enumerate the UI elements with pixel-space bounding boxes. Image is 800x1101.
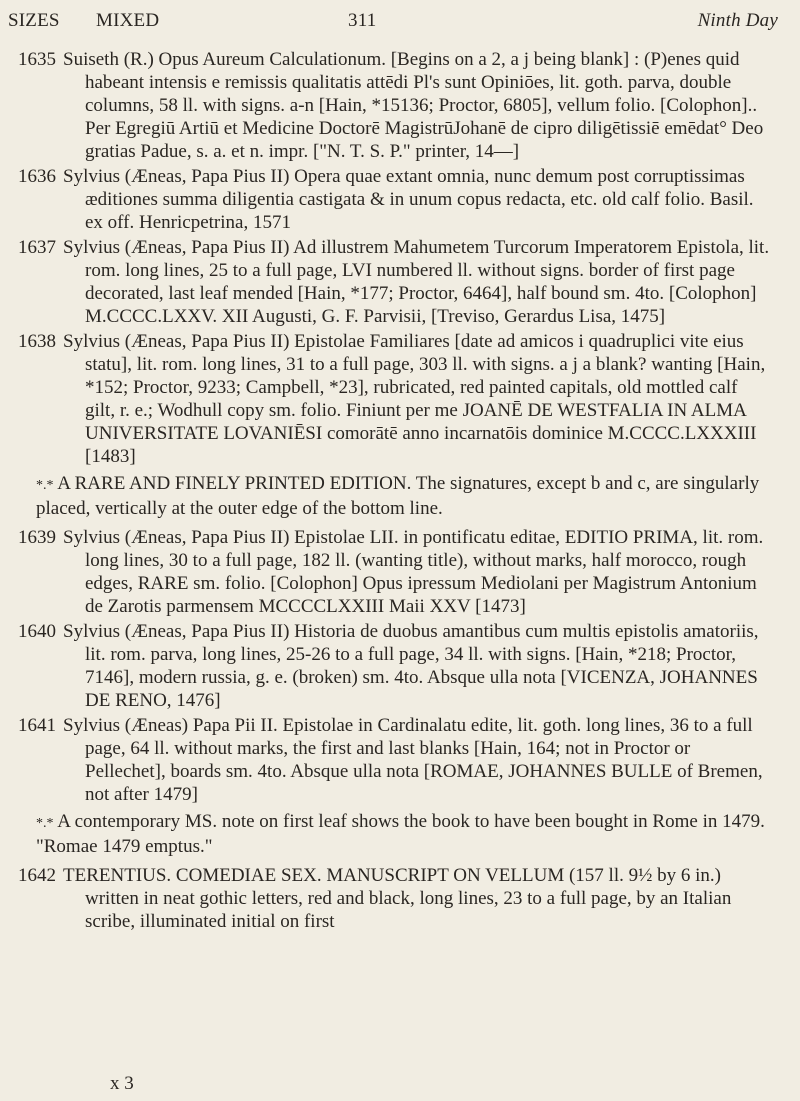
lot-description: Sylvius (Æneas, Papa Pius II) Opera quae extant omnia, nunc demum post corruptissimas æditiones summa diligentia castigata & in unum copus redacta, etc. old calf folio. Basil. ex off. Henricpetrina, 1571: [63, 166, 754, 233]
lot-number: 1638: [18, 331, 56, 352]
lot-list: [0, 48, 800, 935]
lot-number: 1640: [18, 621, 56, 642]
signature-mark: x 3: [110, 1073, 134, 1094]
lot-number: 1641: [18, 715, 56, 736]
lot-entry: [0, 330, 800, 468]
note-mark: *.*: [36, 478, 54, 493]
note-text: A contemporary MS. note on first leaf shows the book to have been bought in Rome in 1479. "Romae 1479 emptus.": [36, 811, 765, 857]
running-header: [8, 10, 778, 38]
lot-note: [0, 472, 800, 520]
header-day: Ninth Day: [697, 10, 778, 31]
lot-description: Sylvius (Æneas, Papa Pius II) Historia de duobus amantibus cum multis epistolis amatoriis, lit. rom. parva, long lines, 25-26 to a full page, 34 ll. with signs. [Hain, *218; Proctor, 7146], modern russia, g. e. (broken) sm. 4to. Absque ulla nota [VICENZA, JOHANNES DE RENO, 1476]: [63, 621, 759, 711]
lot-description: Sylvius (Æneas, Papa Pius II) Epistolae Familiares [date ad amicos i quadruplici vite eius statu], lit. rom. long lines, 31 to a full page, 303 ll. with signs. a j a blank? wanting [Hain, *152; Proctor, 9233; Campbell, *23], rubricated, red painted capitals, old mottled calf gilt, r. e.; Wodhull copy sm. folio. Finiunt per me JOANĒ DE WESTFALIA IN ALMA UNIVERSITATE LOVANIĒSI comorātē anno incarnatōis dominice M.CCCC.LXXXIII [1483]: [63, 331, 766, 467]
lot-number: 1642: [18, 865, 56, 886]
lot-number: 1635: [18, 49, 56, 70]
lot-description: Sylvius (Æneas) Papa Pii II. Epistolae in Cardinalatu edite, lit. goth. long lines, 36 to a full page, 64 ll. without marks, the first and last blanks [Hain, 164; not in Proctor or Pellechet], boards sm. 4to. Absque ulla nota [ROMAE, JOHANNES BULLE of Bremen, not after 1479]: [63, 715, 763, 805]
lot-entry: [0, 864, 800, 933]
header-mixed: MIXED: [96, 10, 160, 31]
lot-entry: [0, 48, 800, 163]
header-sizes: SIZES: [8, 10, 60, 31]
lot-entry: [0, 236, 800, 328]
lot-description: TERENTIUS. COMEDIAE SEX. MANUSCRIPT ON VELLUM (157 ll. 9½ by 6 in.) written in neat gothic letters, red and black, long lines, 23 to a full page, by an Italian scribe, illuminated initial on first: [63, 865, 732, 932]
note-mark: *.*: [36, 816, 54, 831]
lot-number: 1636: [18, 166, 56, 187]
lot-number: 1637: [18, 237, 56, 258]
lot-entry: [0, 165, 800, 234]
lot-entry: [0, 620, 800, 712]
lot-description: Suiseth (R.) Opus Aureum Calculationum. [Begins on a 2, a j being blank] : (P)enes quid habeant intensis e remissis qualitatis attēdi Pl's sunt Opiniōes, lit. goth. parva, double columns, 58 ll. with signs. a-n [Hain, *15136; Proctor, 6805], vellum folio. [Colophon].. Per Egregiū Artiū et Medicine Doctorē MagistrūJohanē de cipro diligētissiē emēdat° Deo gratias Padue, s. a. et n. impr. ["N. T. S. P." printer, 14—]: [63, 49, 764, 162]
lot-description: Sylvius (Æneas, Papa Pius II) Epistolae LII. in pontificatu editae, EDITIO PRIMA, lit. rom. long lines, 30 to a full page, 182 ll. (wanting title), without marks, half morocco, rough edges, RARE sm. folio. [Colophon] Opus ipressum Mediolani per Magistrum Antonium de Zarotis parmensem MCCCCLXXIII Maii XXV [1473]: [63, 527, 764, 617]
lot-entry: [0, 526, 800, 618]
lot-description: Sylvius (Æneas, Papa Pius II) Ad illustrem Mahumetem Turcorum Imperatorem Epistola, lit. rom. long lines, 25 to a full page, LVI numbered ll. without signs. border of first page decorated, last leaf mended [Hain, *177; Proctor, 6464], half bound sm. 4to. [Colophon] M.CCCC.LXXV. XII Augusti, G. F. Parvisii, [Treviso, Gerardus Lisa, 1475]: [63, 237, 770, 327]
lot-number: 1639: [18, 527, 56, 548]
page-number: 311: [348, 10, 377, 31]
lot-entry: [0, 714, 800, 806]
lot-note: [0, 810, 800, 858]
note-text: A RARE AND FINELY PRINTED EDITION. The signatures, except b and c, are singularly placed, vertically at the outer edge of the bottom line.: [36, 473, 760, 519]
